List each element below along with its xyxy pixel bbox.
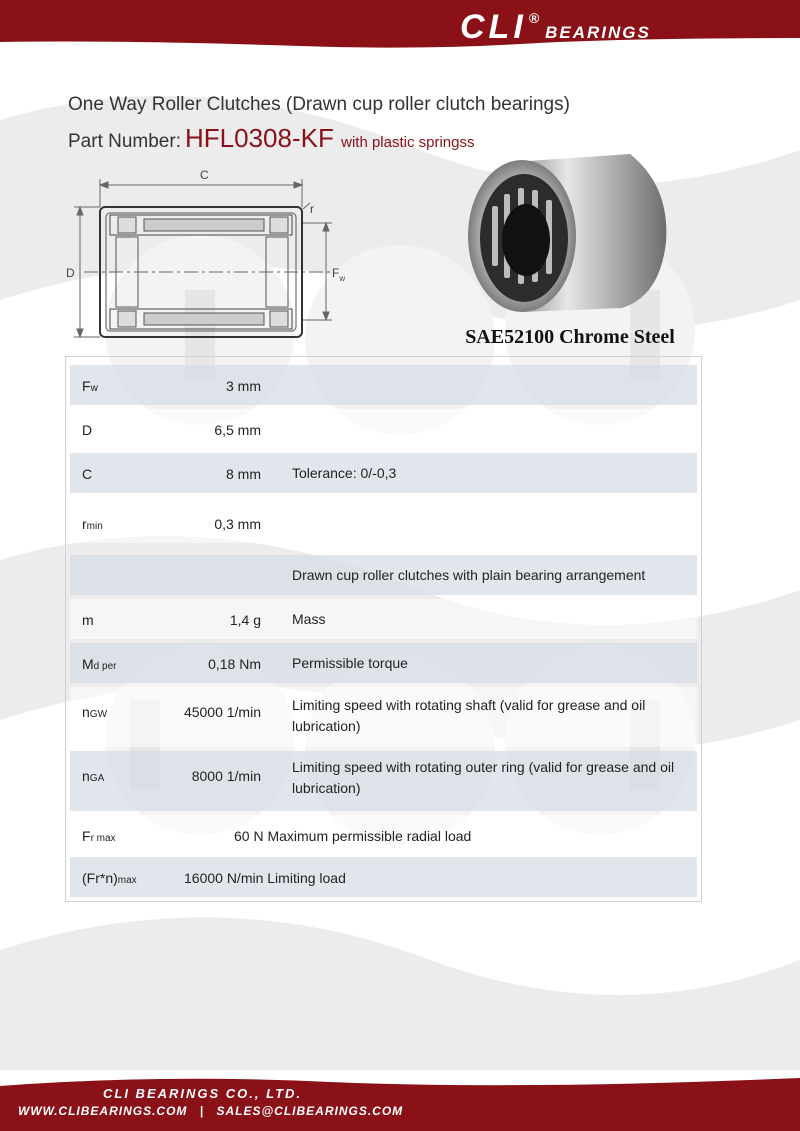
- footer-contact: [18, 1104, 403, 1118]
- spec-row-mass: [70, 599, 697, 639]
- spec-text: 60 N Maximum permissible radial load: [234, 828, 472, 844]
- spec-value: 0,18 Nm: [208, 656, 261, 672]
- spec-symbol: [82, 704, 107, 720]
- drawing-label-fw: [332, 266, 345, 283]
- spec-row-frmax: [70, 815, 697, 855]
- spec-symbol: [82, 656, 116, 672]
- spec-description: Permissible torque: [292, 655, 408, 671]
- spec-symbol-main: M: [82, 656, 94, 672]
- spec-symbol-sub: r max: [90, 833, 116, 844]
- spec-symbol-main: F: [82, 828, 91, 844]
- spec-symbol-sub: d per: [93, 661, 117, 672]
- footer-bar: [0, 1074, 800, 1131]
- spec-description: Mass: [292, 611, 326, 627]
- spec-description: Limiting speed with rotating outer ring (valid for grease and oil lubrication): [292, 759, 675, 796]
- spec-value: 8000 1/min: [191, 768, 261, 784]
- spec-symbol: [82, 828, 116, 844]
- spec-symbol-main: r: [82, 516, 87, 532]
- spec-value: 8 mm: [226, 466, 261, 482]
- spec-row-fw: [70, 365, 697, 405]
- technical-drawing: [60, 165, 360, 345]
- part-number-label: Part Number:: [68, 131, 181, 152]
- spec-row-rmin: [70, 503, 697, 543]
- spec-symbol: [82, 378, 98, 394]
- material-label: SAE52100 Chrome Steel: [465, 326, 675, 348]
- spec-row-nga: [70, 751, 697, 811]
- spec-symbol-main: F: [82, 378, 91, 394]
- footer-company: CLI BEARINGS CO., LTD.: [103, 1086, 303, 1101]
- drawing-label-d: D: [66, 266, 75, 280]
- part-suffix: with plastic springss: [341, 134, 475, 151]
- spec-row-torque: [70, 643, 697, 683]
- spec-symbol-sub: max: [117, 875, 137, 886]
- spec-row-ngw: [70, 687, 697, 747]
- specs-table: [65, 356, 702, 902]
- footer-email-link[interactable]: SALES@CLIBEARINGS.COM: [216, 1104, 404, 1118]
- part-number-line: [68, 123, 475, 154]
- spec-row-type: [70, 555, 697, 595]
- spec-symbol: [82, 768, 104, 784]
- logo-sub-text: BEARINGS: [545, 23, 651, 42]
- spec-value: 1,4 g: [229, 612, 261, 628]
- spec-symbol-sub: GA: [89, 773, 105, 784]
- page-title: One Way Roller Clutches (Drawn cup roller clutch bearings): [68, 94, 570, 115]
- spec-symbol: D: [82, 422, 93, 438]
- drawing-label-c: C: [200, 168, 209, 182]
- logo-main-text: CLI: [460, 8, 527, 46]
- spec-symbol: [82, 870, 137, 886]
- spec-row-frn: [70, 857, 697, 897]
- spec-symbol: [82, 516, 103, 532]
- spec-description: Tolerance: 0/-0,3: [292, 465, 397, 481]
- spec-value: 6,5 mm: [214, 422, 261, 438]
- footer-separator: |: [199, 1104, 205, 1118]
- spec-symbol-sub: GW: [89, 709, 108, 720]
- spec-symbol-main: n: [82, 704, 90, 720]
- spec-row-d: [70, 409, 697, 449]
- spec-value: 0,3 mm: [214, 516, 261, 532]
- spec-value: 45000 1/min: [183, 704, 261, 720]
- spec-value: 3 mm: [226, 378, 261, 394]
- spec-row-c: [70, 453, 697, 493]
- drawing-label-r: r: [310, 202, 314, 216]
- spec-symbol: C: [82, 466, 93, 482]
- drawing-label-fw-main: F: [332, 266, 340, 280]
- spec-description: Drawn cup roller clutches with plain bearing arrangement: [292, 567, 646, 583]
- footer-website-link[interactable]: WWW.CLIBEARINGS.COM: [18, 1104, 188, 1118]
- spec-symbol-sub: w: [90, 383, 98, 394]
- spec-symbol-main: (Fr*n): [82, 870, 118, 886]
- bearing-photo: [462, 146, 674, 316]
- drawing-label-fw-sub: w: [339, 274, 346, 283]
- logo-registered-mark: ®: [528, 10, 540, 26]
- spec-symbol-sub: min: [86, 521, 103, 532]
- brand-logo: [460, 8, 651, 44]
- spec-text: 16000 N/min Limiting load: [184, 870, 346, 886]
- spec-description: Limiting speed with rotating shaft (valid for grease and oil lubrication): [292, 697, 646, 734]
- header-bar: [0, 0, 800, 50]
- spec-symbol-main: n: [82, 768, 90, 784]
- part-number: HFL0308-KF: [184, 123, 334, 153]
- spec-symbol: m: [82, 612, 94, 628]
